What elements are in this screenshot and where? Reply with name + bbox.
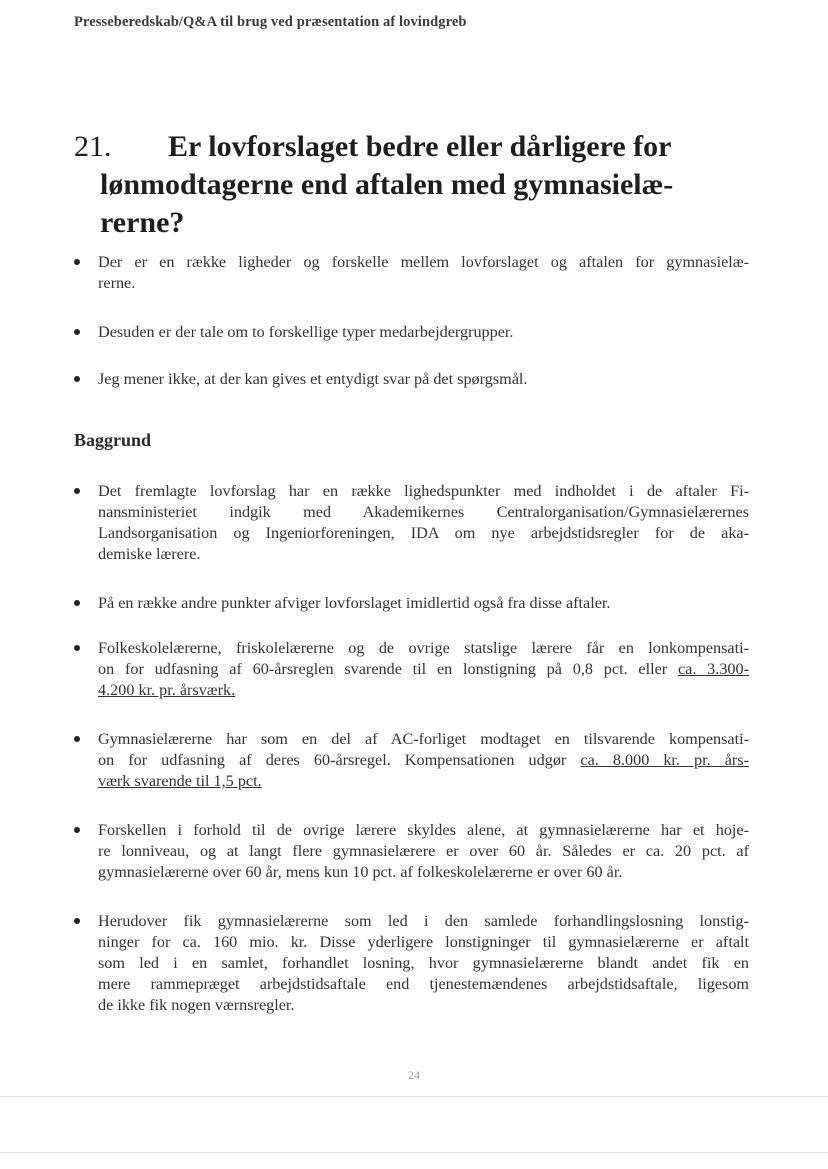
question-heading (74, 128, 764, 242)
running-header: Presseberedskab/Q&A til brug ved præsentation af lovindgreb (74, 14, 467, 30)
scan-edge-line (0, 1096, 828, 1097)
bullet-line: Desuden er der tale om to forskellige typer medarbejdergrupper. (98, 323, 514, 341)
bullet-icon (74, 329, 80, 335)
bullet-line: På en række andre punkter afviger lovforslaget imidlertid også fra disse aftaler. (98, 594, 611, 612)
bullet-line: Folkeskolelærerne, friskolelærerne og de ovrige statslige lærere får en lonkompensati- (98, 639, 749, 657)
bullet-line: ninger for ca. 160 mio. kr. Disse yderligere lonstigninger til gymnasielærerne er aftalt (98, 933, 749, 951)
scan-edge-line (0, 1152, 828, 1153)
bullet-line: de ikke fik nogen værnsregler. (98, 996, 295, 1014)
bullet-line: mere rammepræget arbejdstidsaftale end tjenestemændenes arbejdstidsaftale, ligesom (98, 975, 749, 993)
bullet-line: Det fremlagte lovforslag har en række lighedspunkter med indholdet i de aftaler Fi- (98, 482, 749, 500)
background-bullet (74, 820, 749, 883)
bullet-line: on for udfasning af 60-årsreglen svarende til en lonstigning på 0,8 pct. eller ca. 3.300- (98, 660, 749, 678)
bullet-line: som led i en samlet, forhandlet losning, hvor gymnasielærerne blandt andet fik en (98, 954, 749, 972)
bullet-icon (74, 488, 80, 494)
bullet-icon (74, 918, 80, 924)
bullet-line: gymnasielærerne over 60 år, mens kun 10 pct. af folkeskolelærerne er over 60 år. (98, 863, 623, 881)
bullet-icon (74, 259, 80, 265)
underlined-amount: ca. 3.300- (677, 660, 749, 678)
bullet-line: værk svarende til 1,5 pct. (98, 772, 262, 790)
question-title-line: rerne? (100, 206, 185, 239)
bullet-line: nansministeriet indgik med Akademikernes Centralorganisation/Gymnasielærernes (98, 503, 749, 521)
bullet-line: Landsorganisation og Ingeniorforeningen, IDA om nye arbejdstidsregler for de aka- (98, 524, 749, 542)
background-bullet (74, 911, 749, 1016)
bullet-line: Forskellen i forhold til de ovrige lærere skyldes alene, at gymnasielærerne har et hoje- (98, 821, 749, 839)
bullet-line: on for udfasning af deres 60-årsregel. Kompensationen udgør ca. 8.000 kr. pr. års- (98, 751, 749, 769)
bullet-icon (74, 645, 80, 651)
intro-bullet (74, 252, 749, 294)
bullet-icon (74, 736, 80, 742)
underlined-amount: ca. 8.000 kr. pr. års- (580, 751, 749, 769)
bullet-line: 4.200 kr. pr. årsværk. (98, 681, 236, 699)
background-bullet (74, 638, 749, 701)
bullet-icon (74, 376, 80, 382)
background-bullet (74, 481, 749, 565)
bullet-icon (74, 600, 80, 606)
bullet-icon (74, 827, 80, 833)
question-title-line: Er lovforslaget bedre eller dårligere for (168, 130, 672, 163)
question-title-line: lønmodtagerne end aftalen med gymnasielæ- (100, 168, 674, 201)
bullet-line: Jeg mener ikke, at der kan gives et entydigt svar på det spørgsmål. (98, 370, 528, 388)
bullet-line: Der er en række ligheder og forskelle mellem lovforslaget og aftalen for gymnasielæ- (98, 253, 749, 271)
background-bullet (74, 729, 749, 792)
section-heading-background: Baggrund (74, 430, 152, 450)
bullet-line: Gymnasielærerne har som en del af AC-forliget modtaget en tilsvarende kompensati- (98, 730, 749, 748)
bullet-line: Herudover fik gymnasielærerne som led i den samlede forhandlingslosning lonstig- (98, 912, 749, 930)
intro-bullet (74, 322, 749, 343)
bullet-line: demiske lærere. (98, 545, 201, 563)
intro-bullet (74, 369, 749, 390)
question-number: 21. (74, 130, 112, 163)
bullet-line: re lonniveau, og at langt flere gymnasielærere er over 60 år. Således er ca. 20 pct. af (98, 842, 749, 860)
page-number: 24 (408, 1068, 420, 1082)
bullet-line: rerne. (98, 274, 136, 292)
background-bullet (74, 593, 749, 614)
